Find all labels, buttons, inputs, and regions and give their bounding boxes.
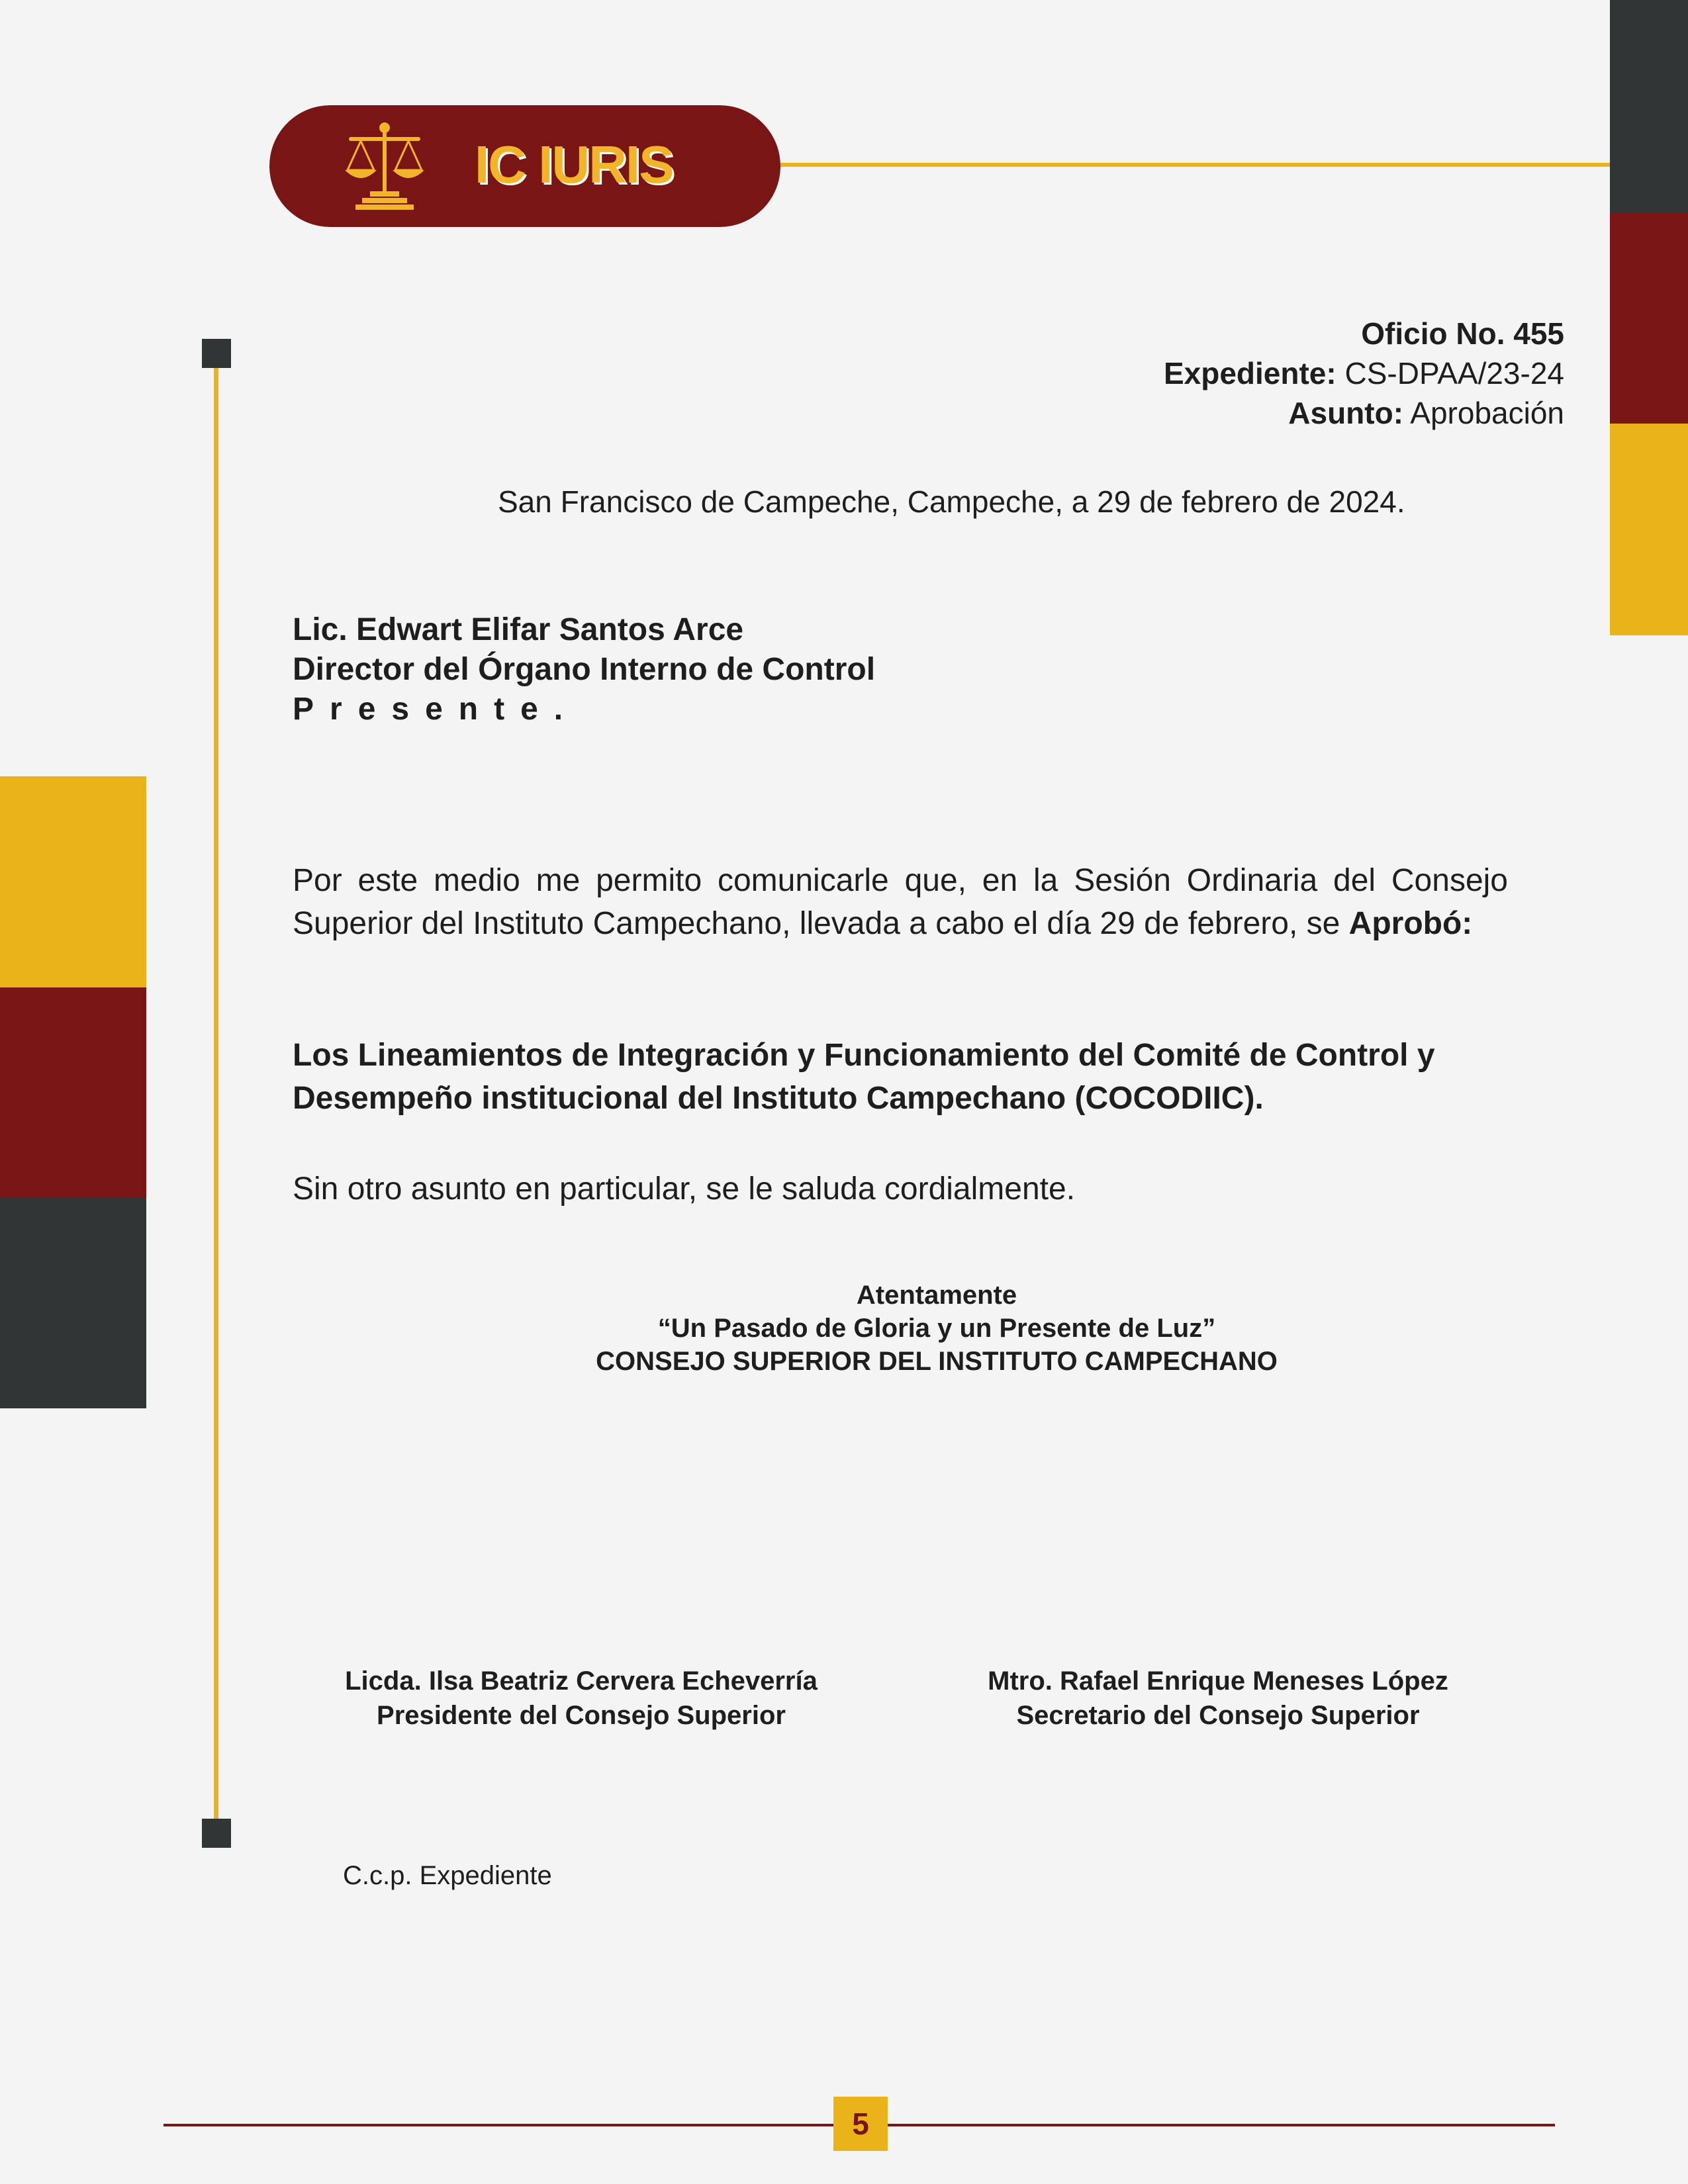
right-dark-bar [1610,0,1688,213]
guide-bottom-marker [202,1819,231,1848]
oficio-number: Oficio No. 455 [1361,316,1564,351]
left-dark-bar [0,1198,146,1408]
page-number: 5 [833,2097,888,2151]
right-maroon-bar [1610,213,1688,424]
addressee-presente: Presente. [293,692,579,727]
addressee-name: Lic. Edwart Elifar Santos Arce [293,612,744,647]
scales-of-justice-icon [344,121,426,211]
guide-top-marker [202,339,231,368]
header-rule [780,163,1610,167]
asunto-value: Aprobación [1403,396,1564,430]
expediente-line [1164,353,1564,393]
signoff-atentamente: Atentamente [856,1281,1017,1310]
signoff-institution: CONSEJO SUPERIOR DEL INSTITUTO CAMPECHANO [596,1347,1278,1376]
expediente-label: Expediente: [1163,356,1336,390]
signatory-right-role: Secretario del Consejo Superior [1016,1701,1420,1730]
signatory-left-name: Licda. Ilsa Beatriz Cervera Echeverría [345,1666,818,1696]
signoff-motto: “Un Pasado de Gloria y un Presente de Luz” [657,1314,1216,1343]
signatory-left-role: Presidente del Consejo Superior [377,1701,786,1730]
left-maroon-bar [0,987,146,1198]
ccp-line: C.c.p. Expediente [343,1861,552,1890]
approved-item: Los Lineamientos de Integración y Funcionamiento del Comité de Control y Desempeño institucional del Instituto Campechano (COCODIIC). [293,1038,1435,1116]
logo-text: IC IURIS [475,135,673,194]
left-guide-line [214,368,218,1821]
body-approved-label: Aprobó: [1348,906,1473,941]
expediente-value: CS-DPAA/23-24 [1336,356,1564,390]
logo-badge [269,105,780,227]
addressee-title: Director del Órgano Interno de Control [293,652,876,687]
body-paragraph [293,859,1508,945]
asunto-line [1288,393,1564,433]
date-line: San Francisco de Campeche, Campeche, a 29 de febrero de 2024. [498,484,1405,519]
closing-line: Sin otro asunto en particular, se le saluda cordialmente. [293,1171,1076,1206]
body-text: Por este medio me permito comunicarle que, en la Sesión Ordinaria del Consejo Superior del Instituto Campechano, llevada a cabo el día 29 de febrero, se [293,863,1508,941]
asunto-label: Asunto: [1288,396,1404,430]
signatory-right-name: Mtro. Rafael Enrique Meneses López [988,1666,1448,1696]
right-gold-bar [1610,424,1688,635]
left-gold-bar [0,776,146,987]
